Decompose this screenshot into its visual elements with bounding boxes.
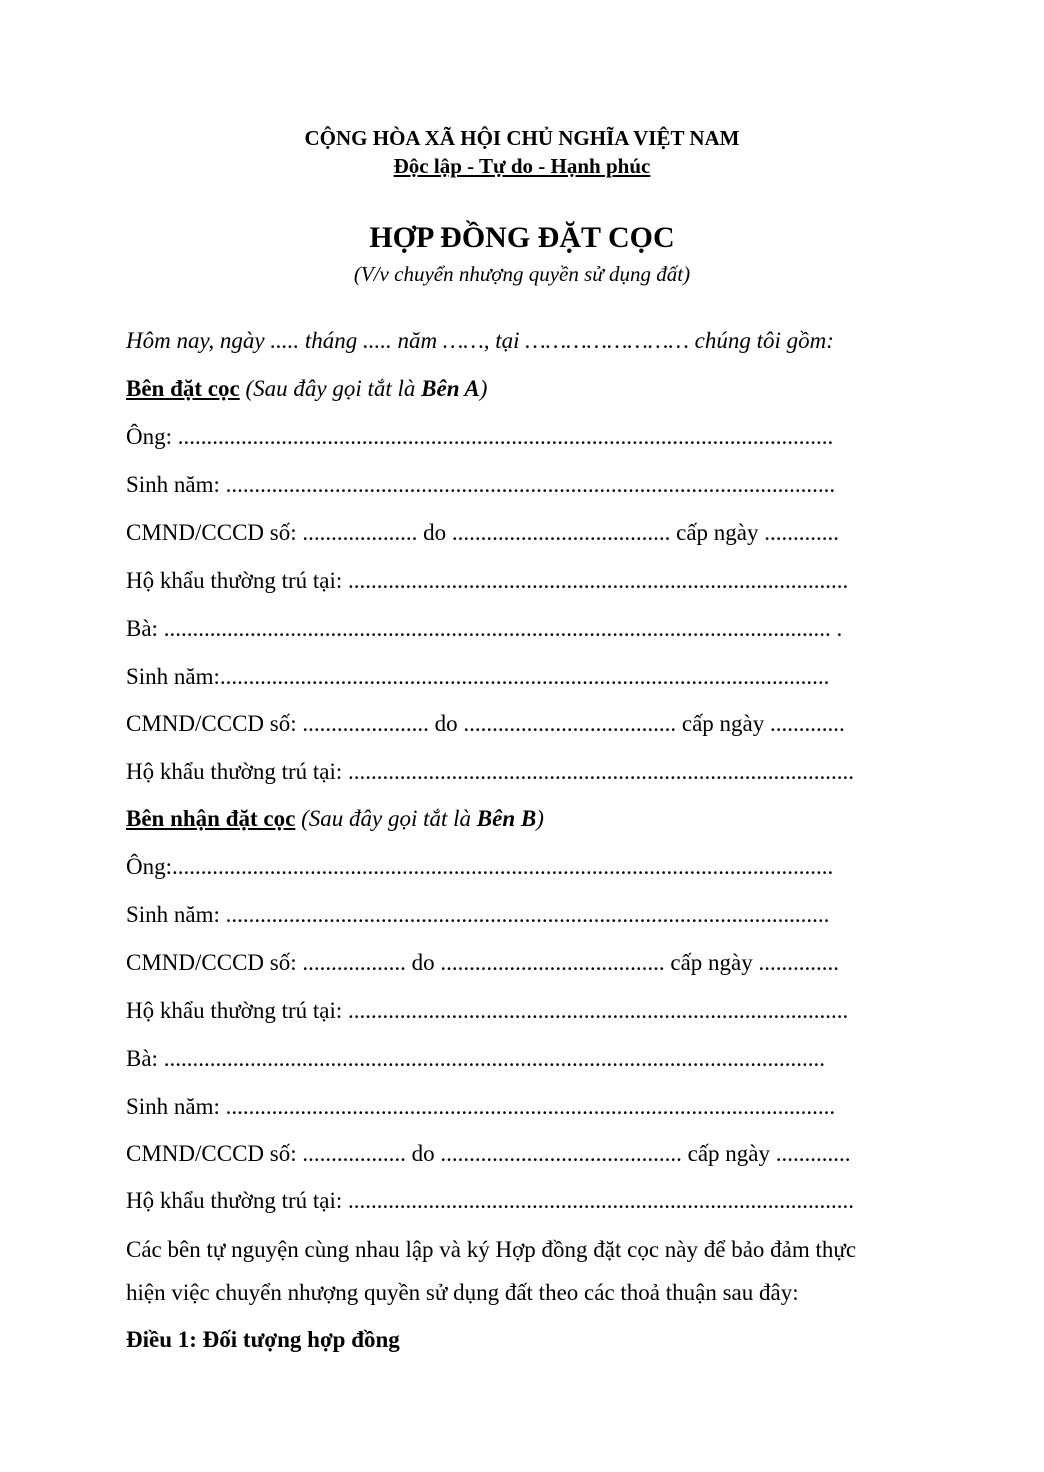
- party-b-field-residence-2: Hộ khẩu thường trú tại: ........................................................................................: [126, 1188, 855, 1213]
- party-a-field-id-2: CMND/CCCD số: ...................... do ..................................... cấp ngày .............: [126, 711, 845, 736]
- document-title: HỢP ĐỒNG ĐẶT CỌC: [369, 221, 675, 254]
- party-b-field-ba: Bà: ...................................................................................................................: [126, 1046, 825, 1071]
- party-b-field-ong: Ông:...................................................................................................................: [126, 854, 834, 879]
- party-b-field-id: CMND/CCCD số: .................. do ....................................... cấp ngày ..............: [126, 950, 839, 975]
- party-a-field-residence-2: Hộ khẩu thường trú tại: ........................................................................................: [126, 759, 855, 784]
- party-a-note-suffix: ): [479, 376, 488, 401]
- party-a-heading-line: [126, 375, 487, 403]
- party-a-field-ba: Bà: .................................................................................................................... .: [126, 616, 843, 641]
- party-a-note-name: Bên A: [421, 376, 480, 401]
- party-b-field-birth-year: Sinh năm: .........................................................................................................: [126, 902, 830, 927]
- party-a-field-ong: Ông: ..................................................................................................................: [126, 424, 834, 449]
- party-b-field-birth-year-2: Sinh năm: ..........................................................................................................: [126, 1094, 836, 1119]
- party-b-heading: Bên nhận đặt cọc: [126, 806, 296, 831]
- party-a-field-id: CMND/CCCD số: .................... do ...................................... cấp ngày .............: [126, 520, 839, 545]
- national-title: CỘNG HÒA XÃ HỘI CHỦ NGHĨA VIỆT NAM: [304, 126, 740, 150]
- party-b-field-residence: Hộ khẩu thường trú tại: .......................................................................................: [126, 998, 849, 1023]
- intro-line: Hôm nay, ngày ..... tháng ..... năm ……, tại …………………… chúng tôi gồm:: [126, 328, 834, 353]
- party-b-note-name: Bên B: [476, 806, 537, 831]
- party-a-note-prefix: (Sau đây gọi tắt là: [239, 376, 422, 401]
- party-a-field-birth-year: Sinh năm: ..........................................................................................................: [126, 472, 836, 497]
- article-1-heading: Điều 1: Đối tượng hợp đồng: [126, 1327, 400, 1352]
- national-motto: Độc lập - Tự do - Hạnh phúc: [393, 154, 651, 178]
- agreement-line-2: hiện việc chuyển nhượng quyền sử dụng đất theo các thoả thuận sau đây:: [126, 1280, 799, 1305]
- party-a-heading: Bên đặt cọc: [126, 376, 240, 401]
- party-b-field-id-2: CMND/CCCD số: .................. do .......................................... cấp ngày .............: [126, 1141, 851, 1166]
- party-a-field-birth-year-2: Sinh năm:..........................................................................................................: [126, 664, 830, 689]
- party-b-note-suffix: ): [536, 806, 544, 831]
- document-subtitle: (V/v chuyển nhượng quyền sử dụng đất): [353, 262, 691, 286]
- party-b-heading-line: [126, 805, 544, 833]
- agreement-line-1: Các bên tự nguyện cùng nhau lập và ký Hợp đồng đặt cọc này để bảo đảm thực: [126, 1237, 857, 1262]
- party-b-note-prefix: (Sau đây gọi tắt là: [295, 806, 477, 831]
- party-a-field-residence: Hộ khẩu thường trú tại: .......................................................................................: [126, 568, 849, 593]
